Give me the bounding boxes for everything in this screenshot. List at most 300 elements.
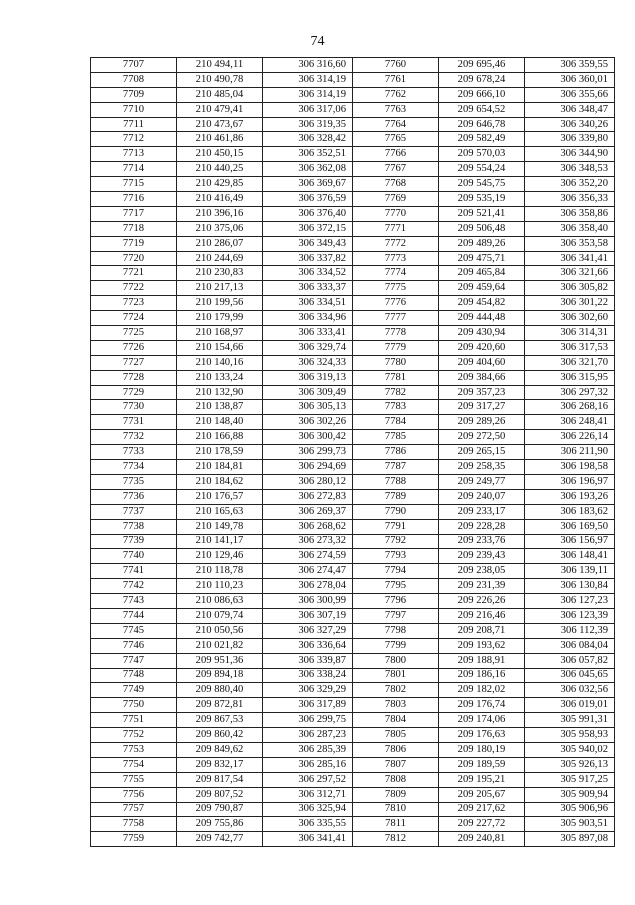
y-coordinate-cell: 306 372,15 xyxy=(263,221,353,236)
y-coordinate-cell: 306 285,16 xyxy=(263,757,353,772)
point-number-cell: 7719 xyxy=(91,236,177,251)
table-row xyxy=(91,221,615,236)
x-coordinate-cell: 210 176,57 xyxy=(177,489,263,504)
y-coordinate-cell: 306 358,40 xyxy=(525,221,615,236)
point-number-cell: 7747 xyxy=(91,653,177,668)
y-coordinate-cell: 306 287,23 xyxy=(263,728,353,743)
y-coordinate-cell: 306 305,82 xyxy=(525,281,615,296)
y-coordinate-cell: 306 196,97 xyxy=(525,474,615,489)
x-coordinate-cell: 209 176,74 xyxy=(439,698,525,713)
x-coordinate-cell: 209 894,18 xyxy=(177,668,263,683)
y-coordinate-cell: 306 376,59 xyxy=(263,192,353,207)
table-row xyxy=(91,102,615,117)
point-number-cell: 7790 xyxy=(353,504,439,519)
table-row xyxy=(91,251,615,266)
table-row xyxy=(91,757,615,772)
x-coordinate-cell: 209 240,07 xyxy=(439,489,525,504)
point-number-cell: 7758 xyxy=(91,817,177,832)
table-row xyxy=(91,579,615,594)
point-number-cell: 7734 xyxy=(91,460,177,475)
y-coordinate-cell: 306 248,41 xyxy=(525,415,615,430)
x-coordinate-cell: 210 168,97 xyxy=(177,326,263,341)
coordinates-table xyxy=(90,57,615,847)
point-number-cell: 7717 xyxy=(91,206,177,221)
point-number-cell: 7731 xyxy=(91,415,177,430)
y-coordinate-cell: 306 333,41 xyxy=(263,326,353,341)
y-coordinate-cell: 306 362,08 xyxy=(263,162,353,177)
x-coordinate-cell: 209 174,06 xyxy=(439,713,525,728)
y-coordinate-cell: 306 356,33 xyxy=(525,192,615,207)
y-coordinate-cell: 306 321,66 xyxy=(525,266,615,281)
y-coordinate-cell: 306 358,86 xyxy=(525,206,615,221)
y-coordinate-cell: 306 315,95 xyxy=(525,370,615,385)
x-coordinate-cell: 209 695,46 xyxy=(439,58,525,73)
x-coordinate-cell: 210 050,56 xyxy=(177,623,263,638)
table-row xyxy=(91,177,615,192)
y-coordinate-cell: 306 193,26 xyxy=(525,489,615,504)
table-row xyxy=(91,192,615,207)
point-number-cell: 7794 xyxy=(353,564,439,579)
point-number-cell: 7745 xyxy=(91,623,177,638)
table-row xyxy=(91,817,615,832)
x-coordinate-cell: 210 133,24 xyxy=(177,370,263,385)
y-coordinate-cell: 305 917,25 xyxy=(525,772,615,787)
point-number-cell: 7787 xyxy=(353,460,439,475)
point-number-cell: 7725 xyxy=(91,326,177,341)
y-coordinate-cell: 306 376,40 xyxy=(263,206,353,221)
y-coordinate-cell: 305 958,93 xyxy=(525,728,615,743)
point-number-cell: 7711 xyxy=(91,117,177,132)
y-coordinate-cell: 305 897,08 xyxy=(525,832,615,847)
point-number-cell: 7727 xyxy=(91,355,177,370)
x-coordinate-cell: 209 506,48 xyxy=(439,221,525,236)
y-coordinate-cell: 306 338,24 xyxy=(263,668,353,683)
x-coordinate-cell: 209 570,03 xyxy=(439,147,525,162)
y-coordinate-cell: 306 317,89 xyxy=(263,698,353,713)
y-coordinate-cell: 306 294,69 xyxy=(263,460,353,475)
x-coordinate-cell: 209 521,41 xyxy=(439,206,525,221)
table-row xyxy=(91,549,615,564)
x-coordinate-cell: 209 404,60 xyxy=(439,355,525,370)
y-coordinate-cell: 306 297,32 xyxy=(525,385,615,400)
x-coordinate-cell: 209 582,49 xyxy=(439,132,525,147)
y-coordinate-cell: 306 314,31 xyxy=(525,326,615,341)
table-row xyxy=(91,623,615,638)
coordinates-table-body xyxy=(91,58,615,847)
x-coordinate-cell: 209 444,48 xyxy=(439,311,525,326)
point-number-cell: 7798 xyxy=(353,623,439,638)
y-coordinate-cell: 305 926,13 xyxy=(525,757,615,772)
x-coordinate-cell: 209 420,60 xyxy=(439,340,525,355)
y-coordinate-cell: 306 268,16 xyxy=(525,400,615,415)
point-number-cell: 7726 xyxy=(91,340,177,355)
point-number-cell: 7795 xyxy=(353,579,439,594)
x-coordinate-cell: 209 454,82 xyxy=(439,296,525,311)
table-row xyxy=(91,832,615,847)
point-number-cell: 7759 xyxy=(91,832,177,847)
point-number-cell: 7801 xyxy=(353,668,439,683)
y-coordinate-cell: 305 909,94 xyxy=(525,787,615,802)
x-coordinate-cell: 210 479,41 xyxy=(177,102,263,117)
point-number-cell: 7771 xyxy=(353,221,439,236)
y-coordinate-cell: 306 156,97 xyxy=(525,534,615,549)
point-number-cell: 7803 xyxy=(353,698,439,713)
point-number-cell: 7778 xyxy=(353,326,439,341)
x-coordinate-cell: 209 790,87 xyxy=(177,802,263,817)
x-coordinate-cell: 210 490,78 xyxy=(177,72,263,87)
table-row xyxy=(91,668,615,683)
point-number-cell: 7779 xyxy=(353,340,439,355)
y-coordinate-cell: 306 324,33 xyxy=(263,355,353,370)
y-coordinate-cell: 306 272,83 xyxy=(263,489,353,504)
x-coordinate-cell: 210 178,59 xyxy=(177,445,263,460)
y-coordinate-cell: 306 334,96 xyxy=(263,311,353,326)
table-row xyxy=(91,802,615,817)
point-number-cell: 7713 xyxy=(91,147,177,162)
y-coordinate-cell: 306 300,42 xyxy=(263,430,353,445)
y-coordinate-cell: 306 341,41 xyxy=(263,832,353,847)
table-row xyxy=(91,698,615,713)
y-coordinate-cell: 306 084,04 xyxy=(525,638,615,653)
point-number-cell: 7735 xyxy=(91,474,177,489)
table-row xyxy=(91,206,615,221)
table-row xyxy=(91,355,615,370)
x-coordinate-cell: 209 860,42 xyxy=(177,728,263,743)
table-row xyxy=(91,564,615,579)
y-coordinate-cell: 306 278,04 xyxy=(263,579,353,594)
point-number-cell: 7707 xyxy=(91,58,177,73)
y-coordinate-cell: 306 325,94 xyxy=(263,802,353,817)
x-coordinate-cell: 210 140,16 xyxy=(177,355,263,370)
x-coordinate-cell: 209 182,02 xyxy=(439,683,525,698)
x-coordinate-cell: 210 485,04 xyxy=(177,87,263,102)
point-number-cell: 7718 xyxy=(91,221,177,236)
y-coordinate-cell: 306 302,60 xyxy=(525,311,615,326)
point-number-cell: 7709 xyxy=(91,87,177,102)
point-number-cell: 7784 xyxy=(353,415,439,430)
y-coordinate-cell: 306 334,51 xyxy=(263,296,353,311)
x-coordinate-cell: 209 231,39 xyxy=(439,579,525,594)
y-coordinate-cell: 306 274,59 xyxy=(263,549,353,564)
y-coordinate-cell: 306 341,41 xyxy=(525,251,615,266)
point-number-cell: 7772 xyxy=(353,236,439,251)
y-coordinate-cell: 306 337,82 xyxy=(263,251,353,266)
y-coordinate-cell: 306 335,55 xyxy=(263,817,353,832)
x-coordinate-cell: 210 375,06 xyxy=(177,221,263,236)
y-coordinate-cell: 306 045,65 xyxy=(525,668,615,683)
y-coordinate-cell: 306 317,53 xyxy=(525,340,615,355)
table-row xyxy=(91,728,615,743)
y-coordinate-cell: 306 348,53 xyxy=(525,162,615,177)
point-number-cell: 7797 xyxy=(353,608,439,623)
y-coordinate-cell: 306 327,29 xyxy=(263,623,353,638)
y-coordinate-cell: 306 297,52 xyxy=(263,772,353,787)
y-coordinate-cell: 306 316,60 xyxy=(263,58,353,73)
x-coordinate-cell: 210 132,90 xyxy=(177,385,263,400)
y-coordinate-cell: 306 127,23 xyxy=(525,594,615,609)
y-coordinate-cell: 305 991,31 xyxy=(525,713,615,728)
point-number-cell: 7792 xyxy=(353,534,439,549)
point-number-cell: 7768 xyxy=(353,177,439,192)
point-number-cell: 7716 xyxy=(91,192,177,207)
x-coordinate-cell: 209 239,43 xyxy=(439,549,525,564)
table-row xyxy=(91,326,615,341)
table-row xyxy=(91,340,615,355)
y-coordinate-cell: 306 336,64 xyxy=(263,638,353,653)
point-number-cell: 7776 xyxy=(353,296,439,311)
x-coordinate-cell: 209 189,59 xyxy=(439,757,525,772)
x-coordinate-cell: 210 217,13 xyxy=(177,281,263,296)
x-coordinate-cell: 210 429,85 xyxy=(177,177,263,192)
table-row xyxy=(91,653,615,668)
x-coordinate-cell: 209 880,40 xyxy=(177,683,263,698)
x-coordinate-cell: 210 450,15 xyxy=(177,147,263,162)
point-number-cell: 7710 xyxy=(91,102,177,117)
x-coordinate-cell: 209 465,84 xyxy=(439,266,525,281)
point-number-cell: 7736 xyxy=(91,489,177,504)
x-coordinate-cell: 210 199,56 xyxy=(177,296,263,311)
point-number-cell: 7744 xyxy=(91,608,177,623)
x-coordinate-cell: 210 118,78 xyxy=(177,564,263,579)
point-number-cell: 7775 xyxy=(353,281,439,296)
table-row xyxy=(91,236,615,251)
y-coordinate-cell: 306 273,32 xyxy=(263,534,353,549)
y-coordinate-cell: 306 355,66 xyxy=(525,87,615,102)
table-row xyxy=(91,683,615,698)
y-coordinate-cell: 306 274,47 xyxy=(263,564,353,579)
y-coordinate-cell: 306 280,12 xyxy=(263,474,353,489)
point-number-cell: 7783 xyxy=(353,400,439,415)
point-number-cell: 7767 xyxy=(353,162,439,177)
x-coordinate-cell: 210 184,81 xyxy=(177,460,263,475)
x-coordinate-cell: 210 416,49 xyxy=(177,192,263,207)
y-coordinate-cell: 306 139,11 xyxy=(525,564,615,579)
x-coordinate-cell: 209 554,24 xyxy=(439,162,525,177)
table-row xyxy=(91,311,615,326)
y-coordinate-cell: 306 328,42 xyxy=(263,132,353,147)
x-coordinate-cell: 209 475,71 xyxy=(439,251,525,266)
point-number-cell: 7773 xyxy=(353,251,439,266)
table-row xyxy=(91,58,615,73)
x-coordinate-cell: 209 459,64 xyxy=(439,281,525,296)
x-coordinate-cell: 210 166,88 xyxy=(177,430,263,445)
x-coordinate-cell: 209 832,17 xyxy=(177,757,263,772)
x-coordinate-cell: 209 233,17 xyxy=(439,504,525,519)
y-coordinate-cell: 306 352,51 xyxy=(263,147,353,162)
y-coordinate-cell: 306 339,87 xyxy=(263,653,353,668)
point-number-cell: 7780 xyxy=(353,355,439,370)
y-coordinate-cell: 306 112,39 xyxy=(525,623,615,638)
point-number-cell: 7737 xyxy=(91,504,177,519)
point-number-cell: 7755 xyxy=(91,772,177,787)
point-number-cell: 7788 xyxy=(353,474,439,489)
y-coordinate-cell: 306 123,39 xyxy=(525,608,615,623)
y-coordinate-cell: 306 317,06 xyxy=(263,102,353,117)
x-coordinate-cell: 210 079,74 xyxy=(177,608,263,623)
x-coordinate-cell: 210 184,62 xyxy=(177,474,263,489)
x-coordinate-cell: 210 138,87 xyxy=(177,400,263,415)
point-number-cell: 7808 xyxy=(353,772,439,787)
y-coordinate-cell: 306 148,41 xyxy=(525,549,615,564)
point-number-cell: 7751 xyxy=(91,713,177,728)
y-coordinate-cell: 306 309,49 xyxy=(263,385,353,400)
table-row xyxy=(91,489,615,504)
point-number-cell: 7714 xyxy=(91,162,177,177)
point-number-cell: 7765 xyxy=(353,132,439,147)
y-coordinate-cell: 306 299,73 xyxy=(263,445,353,460)
table-row xyxy=(91,638,615,653)
y-coordinate-cell: 306 268,62 xyxy=(263,519,353,534)
table-row xyxy=(91,713,615,728)
x-coordinate-cell: 210 473,67 xyxy=(177,117,263,132)
y-coordinate-cell: 306 019,01 xyxy=(525,698,615,713)
point-number-cell: 7785 xyxy=(353,430,439,445)
x-coordinate-cell: 209 545,75 xyxy=(439,177,525,192)
y-coordinate-cell: 306 340,26 xyxy=(525,117,615,132)
y-coordinate-cell: 306 352,20 xyxy=(525,177,615,192)
x-coordinate-cell: 210 179,99 xyxy=(177,311,263,326)
table-row xyxy=(91,147,615,162)
y-coordinate-cell: 306 305,13 xyxy=(263,400,353,415)
x-coordinate-cell: 209 666,10 xyxy=(439,87,525,102)
x-coordinate-cell: 209 216,46 xyxy=(439,608,525,623)
point-number-cell: 7721 xyxy=(91,266,177,281)
table-row xyxy=(91,772,615,787)
y-coordinate-cell: 306 319,13 xyxy=(263,370,353,385)
y-coordinate-cell: 306 169,50 xyxy=(525,519,615,534)
table-row xyxy=(91,787,615,802)
y-coordinate-cell: 306 301,22 xyxy=(525,296,615,311)
point-number-cell: 7724 xyxy=(91,311,177,326)
y-coordinate-cell: 306 333,37 xyxy=(263,281,353,296)
point-number-cell: 7786 xyxy=(353,445,439,460)
point-number-cell: 7729 xyxy=(91,385,177,400)
point-number-cell: 7769 xyxy=(353,192,439,207)
x-coordinate-cell: 209 186,16 xyxy=(439,668,525,683)
point-number-cell: 7750 xyxy=(91,698,177,713)
x-coordinate-cell: 209 258,35 xyxy=(439,460,525,475)
x-coordinate-cell: 210 141,17 xyxy=(177,534,263,549)
x-coordinate-cell: 209 817,54 xyxy=(177,772,263,787)
x-coordinate-cell: 209 646,78 xyxy=(439,117,525,132)
x-coordinate-cell: 209 180,19 xyxy=(439,742,525,757)
table-row xyxy=(91,594,615,609)
point-number-cell: 7740 xyxy=(91,549,177,564)
x-coordinate-cell: 209 188,91 xyxy=(439,653,525,668)
y-coordinate-cell: 306 285,39 xyxy=(263,742,353,757)
point-number-cell: 7733 xyxy=(91,445,177,460)
x-coordinate-cell: 209 849,62 xyxy=(177,742,263,757)
y-coordinate-cell: 306 314,19 xyxy=(263,72,353,87)
x-coordinate-cell: 210 110,23 xyxy=(177,579,263,594)
x-coordinate-cell: 209 233,76 xyxy=(439,534,525,549)
table-row xyxy=(91,519,615,534)
point-number-cell: 7810 xyxy=(353,802,439,817)
y-coordinate-cell: 306 198,58 xyxy=(525,460,615,475)
table-row xyxy=(91,117,615,132)
x-coordinate-cell: 209 755,86 xyxy=(177,817,263,832)
x-coordinate-cell: 209 872,81 xyxy=(177,698,263,713)
point-number-cell: 7756 xyxy=(91,787,177,802)
point-number-cell: 7732 xyxy=(91,430,177,445)
y-coordinate-cell: 306 339,80 xyxy=(525,132,615,147)
x-coordinate-cell: 210 154,66 xyxy=(177,340,263,355)
x-coordinate-cell: 209 807,52 xyxy=(177,787,263,802)
point-number-cell: 7741 xyxy=(91,564,177,579)
x-coordinate-cell: 209 238,05 xyxy=(439,564,525,579)
x-coordinate-cell: 209 249,77 xyxy=(439,474,525,489)
x-coordinate-cell: 210 165,63 xyxy=(177,504,263,519)
x-coordinate-cell: 209 265,15 xyxy=(439,445,525,460)
table-row xyxy=(91,162,615,177)
x-coordinate-cell: 210 244,69 xyxy=(177,251,263,266)
point-number-cell: 7761 xyxy=(353,72,439,87)
x-coordinate-cell: 209 195,21 xyxy=(439,772,525,787)
y-coordinate-cell: 306 334,52 xyxy=(263,266,353,281)
point-number-cell: 7809 xyxy=(353,787,439,802)
y-coordinate-cell: 306 130,84 xyxy=(525,579,615,594)
y-coordinate-cell: 306 369,67 xyxy=(263,177,353,192)
point-number-cell: 7802 xyxy=(353,683,439,698)
point-number-cell: 7811 xyxy=(353,817,439,832)
y-coordinate-cell: 306 319,35 xyxy=(263,117,353,132)
y-coordinate-cell: 306 307,19 xyxy=(263,608,353,623)
page-number: 74 xyxy=(310,34,325,49)
y-coordinate-cell: 306 360,01 xyxy=(525,72,615,87)
point-number-cell: 7782 xyxy=(353,385,439,400)
point-number-cell: 7791 xyxy=(353,519,439,534)
point-number-cell: 7723 xyxy=(91,296,177,311)
point-number-cell: 7720 xyxy=(91,251,177,266)
point-number-cell: 7712 xyxy=(91,132,177,147)
x-coordinate-cell: 210 461,86 xyxy=(177,132,263,147)
y-coordinate-cell: 306 329,29 xyxy=(263,683,353,698)
table-row xyxy=(91,415,615,430)
point-number-cell: 7807 xyxy=(353,757,439,772)
table-row xyxy=(91,608,615,623)
x-coordinate-cell: 209 742,77 xyxy=(177,832,263,847)
point-number-cell: 7715 xyxy=(91,177,177,192)
x-coordinate-cell: 210 129,46 xyxy=(177,549,263,564)
table-row xyxy=(91,400,615,415)
x-coordinate-cell: 209 430,94 xyxy=(439,326,525,341)
table-row xyxy=(91,742,615,757)
y-coordinate-cell: 306 344,90 xyxy=(525,147,615,162)
point-number-cell: 7708 xyxy=(91,72,177,87)
point-number-cell: 7757 xyxy=(91,802,177,817)
x-coordinate-cell: 209 193,62 xyxy=(439,638,525,653)
x-coordinate-cell: 209 289,26 xyxy=(439,415,525,430)
x-coordinate-cell: 209 535,19 xyxy=(439,192,525,207)
point-number-cell: 7749 xyxy=(91,683,177,698)
table-row xyxy=(91,87,615,102)
point-number-cell: 7722 xyxy=(91,281,177,296)
point-number-cell: 7805 xyxy=(353,728,439,743)
point-number-cell: 7753 xyxy=(91,742,177,757)
y-coordinate-cell: 306 057,82 xyxy=(525,653,615,668)
x-coordinate-cell: 209 227,72 xyxy=(439,817,525,832)
x-coordinate-cell: 209 176,63 xyxy=(439,728,525,743)
point-number-cell: 7774 xyxy=(353,266,439,281)
point-number-cell: 7796 xyxy=(353,594,439,609)
x-coordinate-cell: 209 205,67 xyxy=(439,787,525,802)
x-coordinate-cell: 209 272,50 xyxy=(439,430,525,445)
x-coordinate-cell: 209 317,27 xyxy=(439,400,525,415)
point-number-cell: 7764 xyxy=(353,117,439,132)
point-number-cell: 7762 xyxy=(353,87,439,102)
x-coordinate-cell: 209 208,71 xyxy=(439,623,525,638)
point-number-cell: 7793 xyxy=(353,549,439,564)
